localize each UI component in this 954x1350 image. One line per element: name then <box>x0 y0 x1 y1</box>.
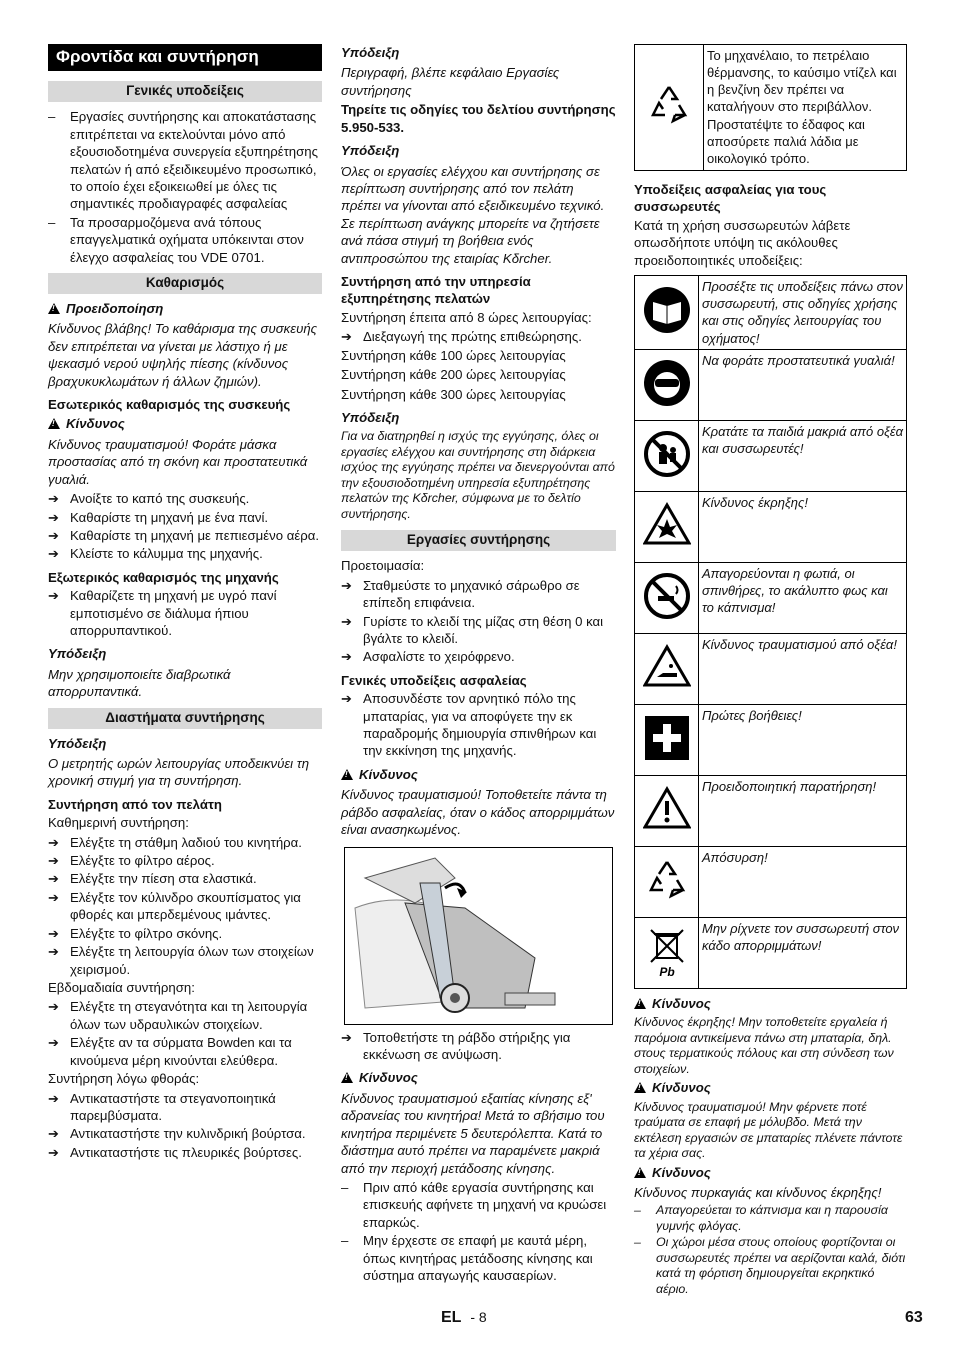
warning-heading: !Προειδοποίηση <box>48 300 322 317</box>
note-heading: Υπόδειξη <box>341 410 400 426</box>
danger-text: Κίνδυνος τραυματισμού! Φοράτε μάσκα προστασίας από τη σκόνη και προστατευτικά γυαλιά. <box>48 436 308 487</box>
list-item: ➔ Ελέγξτε τον κύλινδρο σκουπίσματος για φθορές και μπερδεμένους ιμάντες. <box>48 889 301 923</box>
arrow-icon: ➔ <box>48 1144 60 1160</box>
column-middle <box>341 44 616 1285</box>
arrow-icon: ➔ <box>48 871 60 887</box>
paragraph: Εβδομαδιαία συντήρηση: <box>48 980 195 996</box>
list-item: – Οι χώροι μέσα στους οποίους φορτίζονται οι συσσωρευτές πρέπει να αερίζονται καλά, διότι κατά τη φόρτιση δημιουργείται εκρηκτικό αέριο. <box>634 1235 906 1296</box>
symbol-text: Προσέξτε τις υποδείξεις πάνω στον συσσωρευτή, στις οδηγίες χρήσης και στις οδηγίες λειτουργίας του οχήματος! <box>699 276 907 350</box>
arrow-icon: ➔ <box>48 491 60 507</box>
note-bold-text: Τηρείτε τις οδηγίες του δελτίου συντήρησης 5.950-533. <box>341 102 616 135</box>
recycle-icon <box>635 846 699 917</box>
symbol-text: Πρώτες βοήθειες! <box>699 704 907 775</box>
symbol-text: Κίνδυνος έκρηξης! <box>699 491 907 562</box>
note-heading: Υπόδειξη <box>48 646 107 662</box>
note-heading: Υπόδειξη <box>341 143 400 159</box>
list-item: ➔ Ελέγξτε τη λειτουργία όλων των στοιχείων χειρισμού. <box>48 944 314 977</box>
paragraph: Συντήρηση έπειτα από 8 ώρες λειτουργίας: <box>341 309 592 325</box>
note-text: Όλες οι εργασίες ελέγχου και συντήρησης σε περίπτωση συντήρησης από τον πελάτη πρέπει να γίνονται από εξειδικευμένο τεχνικό. Σε περίπτωση ανάγκης μπορείτε να ζητήσετε ανά πάσα στιγμή τη βοήθεια ενός αντιπροσώπου της εταιρίας Kδrcher. <box>341 163 605 266</box>
list-item: ➔ Ασφαλίστε το χειρόφρενο. <box>341 649 515 665</box>
arrow-icon: ➔ <box>48 853 60 869</box>
no-fire-icon <box>635 562 699 633</box>
list-item: ➔ Ελέγξτε τη στεγανότητα και τη λειτουργία όλων των υδραυλικών στοιχείων. <box>48 999 308 1032</box>
corrosive-icon <box>635 633 699 704</box>
list-item: ➔ Ελέγξτε την πίεση στα ελαστικά. <box>48 871 257 887</box>
paragraph: Συντήρηση λόγω φθοράς: <box>48 1071 200 1087</box>
note-text: Για να διατηρηθεί η ισχύς της εγγύησης, όλες οι εργασίες ελέγχου και συντήρησης στη διάρκεια ισχύος της εγγύησης πρέπει να διενεργούνται από την εξουσιοδοτημένη υπηρεσία εξυπηρέτησης πελατών της Kδrcher, σύμφωνα με το δελτίο συντήρησης. <box>341 429 615 521</box>
list-item: ➔ Τοποθετήστε τη ράβδο στήριξης για εκκένωση σε ανύψωση. <box>341 1029 571 1062</box>
list-item: – Απαγορεύεται το κάπνισμα και η παρουσία γυμνής φλόγας. <box>634 1203 888 1233</box>
machine-illustration <box>344 847 613 1025</box>
arrow-icon: ➔ <box>48 944 60 960</box>
note-text: Ο μετρητής ωρών λειτουργίας υποδεικνύει τη χρονική στιγμή για τη συντήρηση. <box>48 755 310 789</box>
pb-label: Pb <box>658 964 675 978</box>
arrow-icon: ➔ <box>48 834 60 850</box>
recycle-icon <box>635 45 704 171</box>
list-item: ➔ Ελέγξτε αν τα σύρματα Bowden και τα κινούμενα μέρη κινούνται ελεύθερα. <box>48 1035 292 1068</box>
list-item: ➔ Αντικαταστήστε την κυλινδρική βούρτσα. <box>48 1126 306 1142</box>
arrow-icon: ➔ <box>341 577 353 593</box>
section-heading-intervals: Διαστήματα συντήρησης <box>48 708 322 729</box>
note-heading: Υπόδειξη <box>48 735 107 751</box>
paragraph: Προετοιμασία: <box>341 558 425 574</box>
danger-heading: !Κίνδυνος <box>341 1069 616 1086</box>
page-title: Φροντίδα και συντήρηση <box>48 44 322 71</box>
manual-icon <box>635 276 699 350</box>
section-heading-cleaning: Καθαρισμός <box>48 273 322 294</box>
battery-symbols-table <box>634 275 907 989</box>
goggles-icon <box>635 349 699 420</box>
subheading: Συντήρηση από τον πελάτη <box>48 796 222 812</box>
list-item: ➔ Ελέγξτε το φίλτρο αέρος. <box>48 853 215 869</box>
subheading: Εξωτερικός καθαρισμός της μηχανής <box>48 569 279 585</box>
list-item: – Μην έρχεστε σε επαφή με καυτά μέρη, όπως κινητήρας μετάδοσης κίνησης και σύστημα απαγωγής καυσαερίων. <box>341 1233 593 1284</box>
subheading: Συντήρηση από την υπηρεσία εξυπηρέτησης πελατών <box>341 274 531 307</box>
list-item: ➔ Καθαρίστε τη μηχανή με ένα πανί. <box>48 509 269 525</box>
subheading: Εσωτερικός καθαρισμός της συσκευής <box>48 396 291 412</box>
arrow-icon: ➔ <box>341 329 353 345</box>
environment-table <box>634 44 907 171</box>
no-bin-icon <box>635 917 699 988</box>
sweeper-diagram <box>345 848 612 1024</box>
list-item: – Τα προσαρμοζόμενα ανά τόπους επαγγελματικά οχήματα υπόκεινται στον έλεγχο ασφαλείας του VDE 0701. <box>48 214 304 265</box>
paragraph: Καθημερινή συντήρηση: <box>48 815 189 831</box>
arrow-icon: ➔ <box>48 588 60 604</box>
paragraph: Κατά τη χρήση συσσωρευτών λάβετε οπωσδήποτε υπόψη τις ακόλουθες προειδοποιητικές υποδείξεις: <box>634 217 851 268</box>
arrow-icon: ➔ <box>48 1035 60 1051</box>
note-text: Μην χρησιμοποιείτε διαβρωτικά απορρυπαντικά. <box>48 666 231 700</box>
danger-text: Κίνδυνος πυρκαγιάς και κίνδυνος έκρηξης! <box>634 1185 882 1200</box>
symbol-text: Προειδοποιητική παρατήρηση! <box>699 775 907 846</box>
list-item: ➔ Καθαρίστε τη μηχανή με πεπιεσμένο αέρα. <box>48 527 319 543</box>
list-item: ➔ Ελέγξτε το φίλτρο σκόνης. <box>48 925 223 941</box>
arrow-icon: ➔ <box>341 613 353 629</box>
arrow-icon: ➔ <box>48 509 60 525</box>
list-item: ➔ Σταθμεύστε το μηχανικό σάρωθρο σε επίπεδη επιφάνεια. <box>341 577 580 611</box>
first-aid-icon <box>635 704 699 775</box>
footer-language: EL - 8 <box>441 1309 487 1326</box>
warning-icon <box>634 1082 646 1093</box>
danger-text: Κίνδυνος τραυματισμού εξαιτίας κίνησης εξ' αδρανείας του κινητήρα! Μετά το σβήσιμο του κινητήρα περιμένετε 5 δευτερόλεπτα. Κατά το διάστημα αυτό πρέπει να παραμένετε μακριά από την περιοχή μετάδοσης κίνησης. <box>341 1090 605 1176</box>
symbol-text: Μην ρίχνετε τον συσσωρευτή στον κάδο απορριμμάτων! <box>699 917 907 988</box>
list-item: ➔ Αντικαταστήστε τα στεγανοποιητικά παρεμβύσματα. <box>48 1090 276 1123</box>
subheading: Γενικές υποδείξεις ασφαλείας <box>341 672 527 688</box>
danger-text: Κίνδυνος έκρηξης! Μην τοποθετείτε εργαλεία ή παρόμοια αντικείμενα πάνω στη μπαταρία, δηλ. στους τερματικούς πόλους και στη σύνδεση των στοιχείων. <box>634 1015 894 1076</box>
danger-heading: !Κίνδυνος <box>634 1079 907 1096</box>
warning-icon <box>48 303 60 314</box>
section-heading-general: Γενικές υποδείξεις <box>48 81 322 102</box>
page-number: 63 <box>905 1309 923 1326</box>
list-item: ➔ Διεξαγωγή της πρώτης επιθεώρησης. <box>341 329 582 345</box>
symbol-text: Απόσυρση! <box>699 846 907 917</box>
arrow-icon: ➔ <box>48 527 60 543</box>
arrow-icon: ➔ <box>341 649 353 665</box>
list-item: – Εργασίες συντήρησης και αποκατάστασης επιτρέπεται να εκτελούνται μόνο από εξουσιοδοτημένα συνεργεία εξυπηρέτησης πελατών ή από εξειδικευμένο προσωπικό, το οποίο έχει εξοικειωθεί με όλες τις σημαντικές προδιαγραφές ασφαλείας <box>48 109 318 212</box>
arrow-icon: ➔ <box>48 1126 60 1142</box>
warning-text: Κίνδυνος βλάβης! Το καθάρισμα της συσκευής δεν επιτρέπεται να γίνεται με λάστιχο ή με ψεκασμό νερού υψηλής πίεσης (κίνδυνος βραχυκυκλωμάτων ή άλλων ζημιών). <box>48 321 318 389</box>
column-right <box>634 44 907 1298</box>
arrow-icon: ➔ <box>48 546 60 562</box>
paragraph: Συντήρηση κάθε 100 ώρες λειτουργίας <box>341 347 566 363</box>
explosion-icon <box>635 491 699 562</box>
arrow-icon: ➔ <box>48 925 60 941</box>
list-item: ➔ Γυρίστε το κλειδί της μίζας στη θέση 0 και βγάλτε το κλειδί. <box>341 613 604 646</box>
list-item: – Πριν από κάθε εργασία συντήρησης και επισκευής αφήνετε τη μηχανή να κρυώσει επαρκώς. <box>341 1179 607 1230</box>
symbol-text: Απαγορεύονται η φωτιά, οι σπινθήρες, το ακάλυπτο φως και το κάπνισμα! <box>699 562 907 633</box>
list-item: ➔ Αντικαταστήστε τις πλευρικές βούρτσες. <box>48 1144 302 1160</box>
danger-text: Κίνδυνος τραυματισμού! Τοποθετείτε πάντα τη ράβδο ασφαλείας, όταν ο κάδος απορριμμάτων είναι ανασηκωμένος. <box>341 787 615 838</box>
arrow-icon: ➔ <box>48 999 60 1015</box>
warning-sign-icon <box>635 775 699 846</box>
warning-icon <box>341 1072 353 1083</box>
list-item: ➔ Ελέγξτε τη στάθμη λαδιού του κινητήρα. <box>48 834 302 850</box>
warning-icon <box>48 418 60 429</box>
danger-heading: !Κίνδυνος <box>634 1164 907 1181</box>
arrow-icon: ➔ <box>48 1090 60 1106</box>
arrow-icon: ➔ <box>341 691 353 707</box>
warning-icon <box>634 1167 646 1178</box>
list-item: ➔ Ανοίξτε το καπό της συσκευής. <box>48 491 250 507</box>
section-heading-maintenance-work: Εργασίες συντήρησης <box>341 530 616 551</box>
paragraph: Συντήρηση κάθε 200 ώρες λειτουργίας <box>341 367 566 383</box>
warning-icon <box>634 998 646 1009</box>
symbol-text: Κίνδυνος τραυματισμού από οξέα! <box>699 633 907 704</box>
note-text: Περιγραφή, βλέπε κεφάλαιο Εργασίες συντήρησης <box>341 65 560 98</box>
subheading: Υποδείξεις ασφαλείας για τους συσσωρευτές <box>634 182 827 215</box>
arrow-icon: ➔ <box>48 889 60 905</box>
environment-text: Το μηχανέλαιο, το πετρέλαιο θέρμανσης, το καύσιμο ντίζελ και η βενζίνη δεν πρέπει να καταλήγουν στο περιβάλλον. Προστατέψτε το έδαφος και αποσύρετε παλιά λάδια με οικολογικό τρόπο. <box>704 45 907 171</box>
danger-heading: !Κίνδυνος <box>48 415 322 432</box>
symbol-text: Να φοράτε προστατευτικά γυαλιά! <box>699 349 907 420</box>
warning-icon <box>341 769 353 780</box>
list-item: ➔ Καθαρίζετε τη μηχανή με υγρό πανί εμποτισμένο σε διάλυμα ήπιου απορρυπαντικού. <box>48 588 277 639</box>
list-item: ➔ Αποσυνδέστε τον αρνητικό πόλο της μπαταρίας, για να αποφύγετε την εκ παραδρομής δημιουργία σπινθήρων και την εκκίνηση της μηχανής. <box>341 691 597 759</box>
column-left <box>48 44 322 1162</box>
danger-heading: !Κίνδυνος <box>634 995 907 1012</box>
paragraph: Συντήρηση κάθε 300 ώρες λειτουργίας <box>341 386 566 402</box>
arrow-icon: ➔ <box>341 1029 353 1045</box>
danger-text: Κίνδυνος τραυματισμού! Μην φέρνετε ποτέ τραύματα σε επαφή με μόλυβδο. Μετά την εκτέλεση εργασιών σε μπαταρίες πλένετε πάντοτε τα χέρια σας. <box>634 1099 903 1161</box>
symbol-text: Κρατάτε τα παιδιά μακριά από οξέα και συσσωρευτές! <box>699 420 907 491</box>
keep-children-away-icon <box>635 420 699 491</box>
note-heading: Υπόδειξη <box>341 45 400 60</box>
danger-heading: !Κίνδυνος <box>341 766 616 783</box>
list-item: ➔ Κλείστε το κάλυμμα της μηχανής. <box>48 546 263 562</box>
